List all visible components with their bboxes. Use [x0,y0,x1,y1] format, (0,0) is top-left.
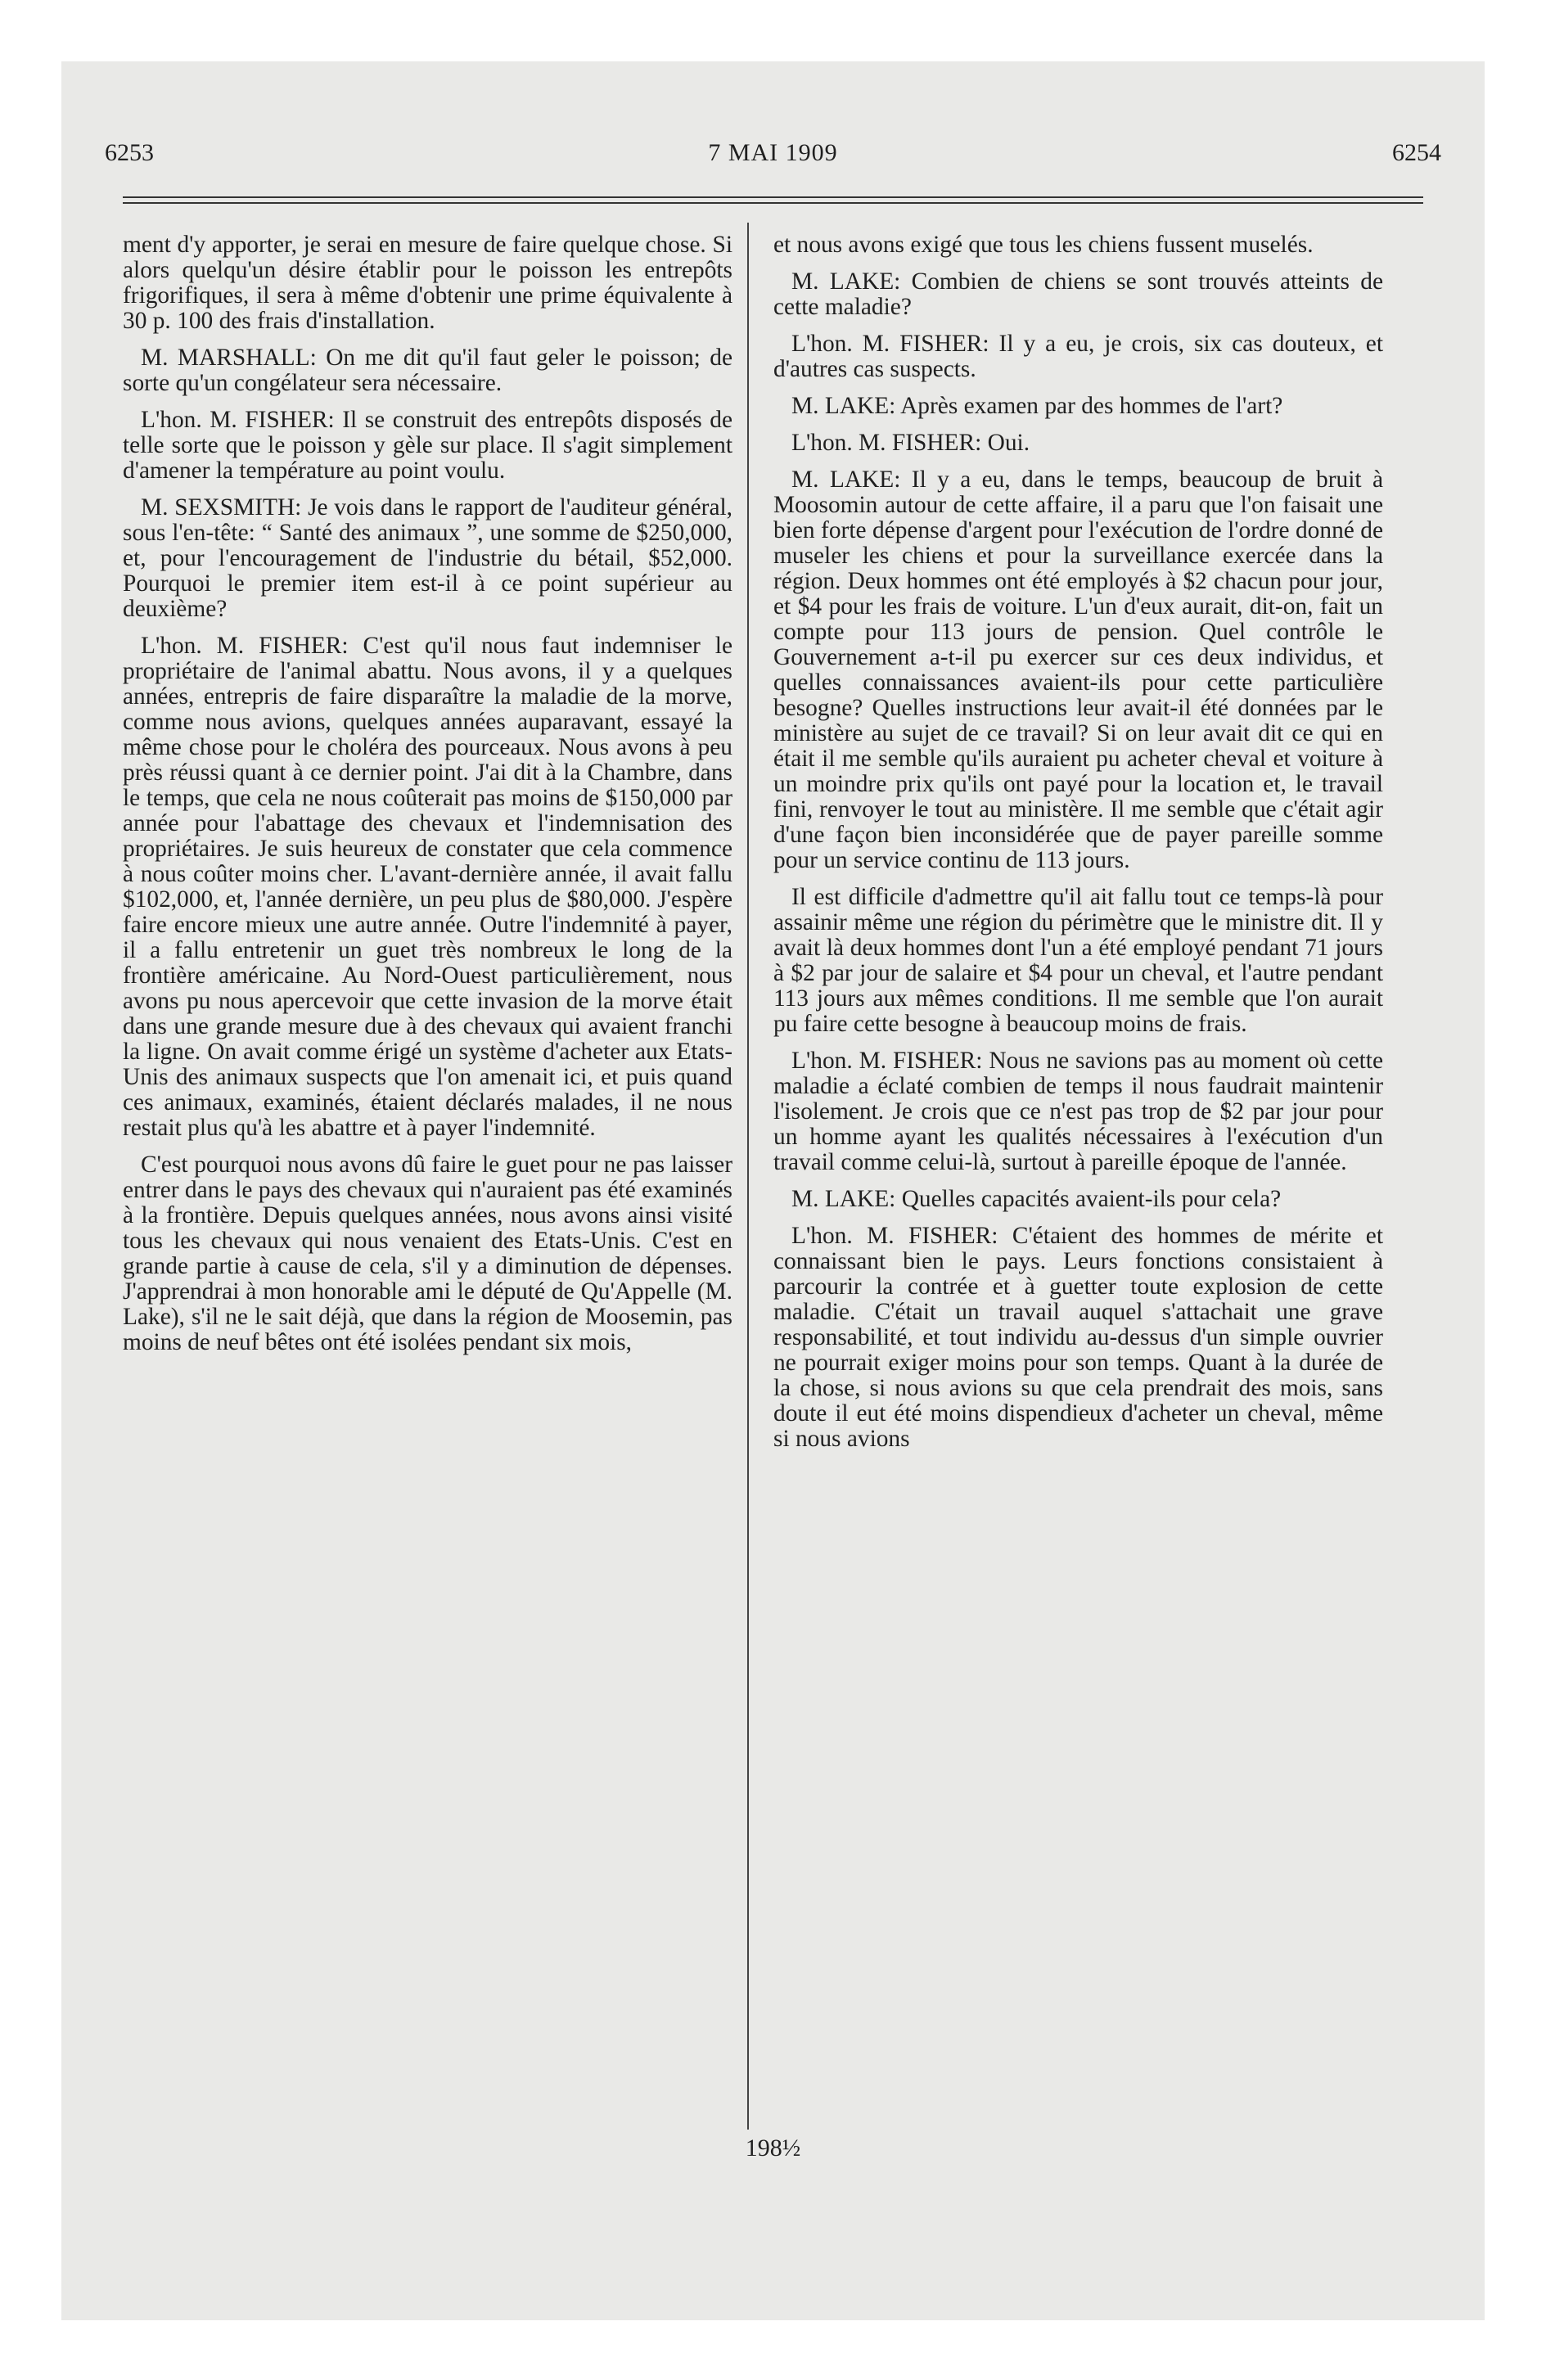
paragraph: M. LAKE: Quelles capacités avaient-ils pour cela? [791,1186,1282,1212]
page-number-right: 6254 [1392,139,1441,166]
paragraph: L'hon. M. FISHER: C'est qu'il nous faut indemniser le propriétaire de l'animal abattu. Nous avons, il y a quelques années, entrepris de faire disparaître la maladie de la morve, comme nous avions, quelques années auparavant, essayé la même chose pour le choléra des pourceaux. Nous avons à peu près réussi quant à ce dernier point. J'ai dit à la Chambre, dans le temps, que cela ne nous coûterait pas moins de $150,000 par année pour l'abattage des chevaux et l'indemnisation des propriétaires. Je suis heureux de constater que cela commence à nous coûter moins cher. L'avant-dernière année, il avait fallu $102,000, et, l'année dernière, un peu plus de $80,000. J'espère faire encore mieux une autre année. Outre l'indemnité à payer, il a fallu entretenir un guet très nombreux le long de la frontière américaine. Au Nord-Ouest particulièrement, nous avons pu nous apercevoir que cette invasion de la morve était dans une grande mesure due à des chevaux qui avaient franchi la ligne. On avait comme érigé un système d'acheter aux Etats-Unis des animaux suspects que l'on amenait ici, et puis quand ces animaux, examinés, étaient déclarés malades, il ne nous restait plus qu'à les abattre et à payer l'indemnité. [123,633,732,1141]
paragraph: M. LAKE: Combien de chiens se sont trouvés atteints de cette maladie? [773,268,1383,320]
page-date: 7 MAI 1909 [708,139,838,166]
paragraph: M. LAKE: Il y a eu, dans le temps, beaucoup de bruit à Moosomin autour de cette affaire, il a paru que l'on faisait une bien forte dépense d'argent pour l'exécution de l'ordre donné de museler les chiens et pour la surveillance exercée dans la région. Deux hommes ont été employés à $2 chacun pour jour, et $4 pour les frais de voiture. L'un d'eux aurait, dit-on, fait un compte pour 113 jours de pension. Quel contrôle le Gouvernement a-t-il pu exercer sur ces deux individus, et quelles connaissances avaient-ils pour cette particulière besogne? Quelles instructions leur avait-il été données par le ministère au sujet de ce travail? Si on leur avait dit ce qui en était il me semble qu'ils auraient pu acheter cheval et voiture à un moindre prix qu'ils ont payé pour la location et, le travail fini, renvoyer le tout au ministère. Il me semble que c'était agir d'une façon bien inconsidérée que de payer pareille somme pour un service continu de 113 jours. [773,467,1383,873]
left-column [123,232,732,1367]
right-column [773,232,1383,1463]
paragraph: C'est pourquoi nous avons dû faire le guet pour ne pas laisser entrer dans le pays des chevaux qui n'auraient pas été examinés à la frontière. Depuis quelques années, nous avons ainsi visité tous les chevaux qui nous venaient des Etats-Unis. C'est en grande partie à cause de cela, s'il y a diminution de dépenses. J'apprendrai à mon honorable ami le député de Qu'Appelle (M. Lake), s'il ne le sait déjà, que dans la région de Moosemin, pas moins de neuf bêtes ont été isolées pendant six mois, [123,1152,732,1355]
paragraph: M. MARSHALL: On me dit qu'il faut geler le poisson; de sorte qu'un congélateur sera nécessaire. [123,345,732,396]
paragraph: et nous avons exigé que tous les chiens fussent muselés. [773,232,1314,258]
header-rule [123,196,1423,198]
column-divider [747,223,749,2130]
paragraph: M. SEXSMITH: Je vois dans le rapport de l'auditeur général, sous l'en-tête: “ Santé des animaux ”, une somme de $250,000, et, pour l'encouragement de l'industrie du bétail, $52,000. Pourquoi le premier item est-il à ce point supérieur au deuxième? [123,494,732,622]
paragraph: ment d'y apporter, je serai en mesure de faire quelque chose. Si alors quelqu'un désire établir pour le poisson les entrepôts frigorifiques, il sera à même d'obtenir une prime équivalente à 30 p. 100 des frais d'installation. [123,232,732,334]
header-rule-double [123,202,1423,204]
paragraph: L'hon. M. FISHER: Il y a eu, je crois, six cas douteux, et d'autres cas suspects. [773,331,1383,382]
page-footer-signature: 198½ [745,2134,801,2161]
paragraph: L'hon. M. FISHER: C'étaient des hommes de mérite et connaissant bien le pays. Leurs fonctions consistaient à parcourir la contrée et à guetter toute explosion de cette maladie. C'était un travail auquel s'attachait une grave responsabilité, et tout individu au-dessus d'un simple ouvrier ne pourrait exiger moins pour son temps. Quant à la durée de la chose, si nous avions su que cela prendrait des mois, sans doute il eut été moins dispendieux d'acheter un cheval, même si nous avions [773,1223,1383,1452]
paragraph: L'hon. M. FISHER: Nous ne savions pas au moment où cette maladie a éclaté combien de temps il nous faudrait maintenir l'isolement. Je crois que ce n'est pas trop de $2 par jour pour un homme ayant les qualités nécessaires à l'exécution d'un travail comme celui-là, surtout à pareille époque de l'année. [773,1048,1383,1175]
page-number-left: 6253 [105,139,154,166]
paragraph: L'hon. M. FISHER: Il se construit des entrepôts disposés de telle sorte que le poisson y gèle sur place. Il s'agit simplement d'amener la température au point voulu. [123,407,732,484]
paragraph: L'hon. M. FISHER: Oui. [791,430,1030,456]
page-header [105,139,1441,172]
paragraph: Il est difficile d'admettre qu'il ait fallu tout ce temps-là pour assainir même une région du périmètre que le ministre dit. Il y avait là deux hommes dont l'un a été employé pendant 71 jours à $2 par jour de salaire et $4 pour un cheval, et l'autre pendant 113 jours aux mêmes conditions. Il me semble que l'on aurait pu faire cette besogne à beaucoup moins de frais. [773,884,1383,1037]
paragraph: M. LAKE: Après examen par des hommes de l'art? [791,393,1283,419]
